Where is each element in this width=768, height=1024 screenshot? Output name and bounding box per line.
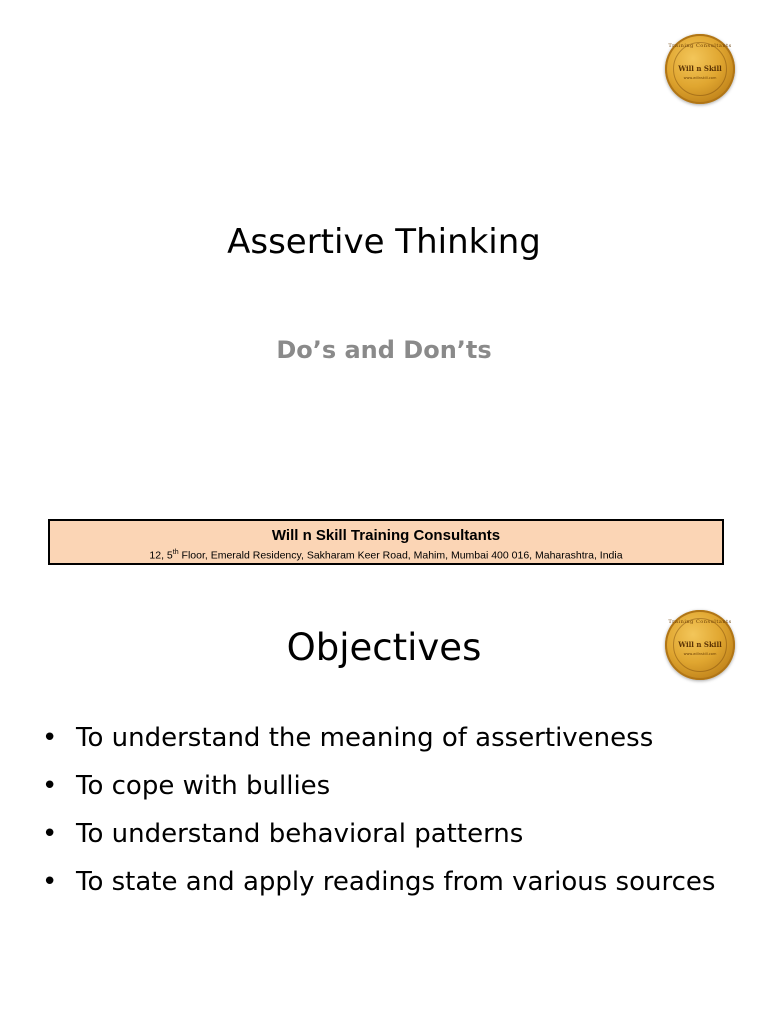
list-item-text: To state and apply readings from various sources: [76, 867, 716, 897]
list-item: [38, 718, 718, 758]
logo-name-text: Will n Skill: [678, 640, 722, 649]
logo-arc-text: Training Consultants: [668, 619, 732, 625]
list-item-text: To cope with bullies: [76, 771, 331, 801]
bullet-icon: •: [42, 867, 58, 897]
list-item: [38, 862, 718, 902]
bullet-icon: •: [42, 771, 58, 801]
slide-title-heading: Assertive Thinking: [227, 222, 541, 262]
bullet-icon: •: [42, 723, 58, 753]
logo-name-text: Will n Skill: [678, 64, 722, 73]
logo-arc-text: Training Consultants: [668, 43, 732, 49]
logo-tagline-text: www.willnskill.com: [683, 76, 717, 80]
objectives-heading: Objectives: [286, 626, 482, 669]
address-prefix: 12, 5: [149, 549, 173, 562]
address-superscript: th: [172, 549, 179, 556]
company-seal-logo: [665, 34, 735, 104]
list-item-text: To understand behavioral patterns: [76, 819, 524, 849]
slide-objectives: [0, 576, 768, 1024]
list-item: [38, 814, 718, 854]
address-rest: Floor, Emerald Residency, Sakharam Keer Road, Mahim, Mumbai 400 016, Maharashtra, India: [178, 549, 623, 562]
logo-tagline-text: www.willnskill.com: [683, 652, 717, 656]
company-banner: [48, 519, 724, 565]
list-item-text: To understand the meaning of assertiveness: [76, 723, 654, 753]
slide-subtitle: Do’s and Don’ts: [276, 336, 492, 364]
bullet-icon: •: [42, 819, 58, 849]
objectives-list: [38, 718, 718, 910]
company-name: Will n Skill Training Consultants: [271, 527, 501, 544]
list-item: [38, 766, 718, 806]
company-address: [50, 546, 722, 563]
